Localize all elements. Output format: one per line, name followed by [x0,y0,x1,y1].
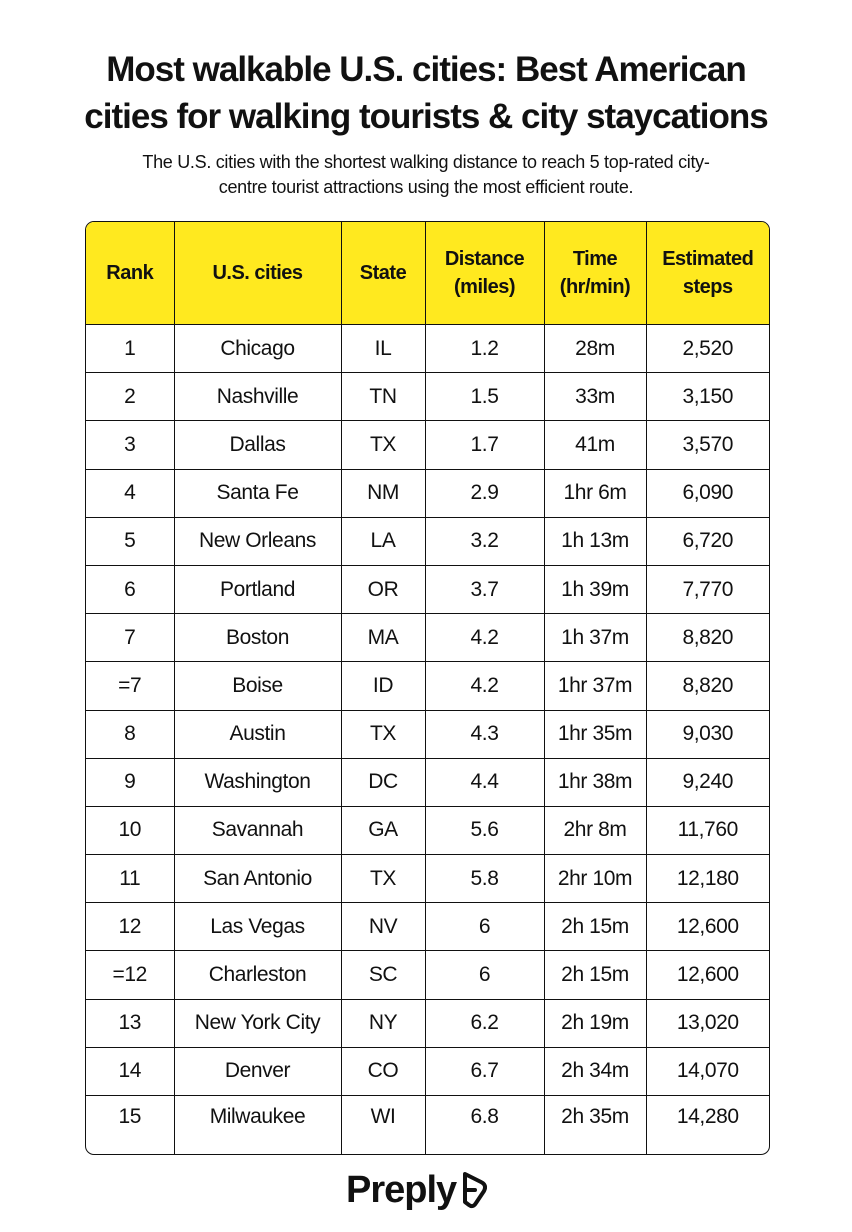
table-cell: 7,770 [646,565,769,613]
table-cell: 6.2 [425,999,544,1047]
table-cell: 3.2 [425,517,544,565]
table-cell: 6.7 [425,1047,544,1095]
table-cell: 1h 39m [544,565,646,613]
column-header-line: State [359,262,407,284]
table-row [86,855,769,903]
table-cell: 2h 15m [544,951,646,999]
table-cell: 2hr 10m [544,855,646,903]
table-cell: WI [341,1096,425,1156]
table-cell: New York City [174,999,341,1047]
table-cell: New Orleans [174,517,341,565]
table-cell: 6,720 [646,517,769,565]
table-cell: 1hr 6m [544,469,646,517]
table-row [86,951,769,999]
table-cell: TN [341,373,425,421]
table-row [86,1096,769,1156]
table-cell: SC [341,951,425,999]
table-cell: Boston [174,614,341,662]
table-cell: 5.8 [425,855,544,903]
column-header-line: (miles) [454,276,515,298]
preply-logo [346,1166,490,1214]
column-header-line: Estimated [662,248,754,270]
table-cell: 4.3 [425,710,544,758]
column-header [341,222,425,325]
table-cell: Washington [174,758,341,806]
table-cell: 13,020 [646,999,769,1047]
table-cell: 12,600 [646,903,769,951]
table-row [86,421,769,469]
table-cell: 2h 34m [544,1047,646,1095]
table-cell: 1.2 [425,325,544,373]
preply-mark-icon [460,1170,490,1210]
table-cell: 6,090 [646,469,769,517]
table-cell: 6.8 [425,1096,544,1156]
column-header-line: Time [572,248,618,270]
table-cell: 41m [544,421,646,469]
title-line-2: cities for walking tourists & city staycations [84,97,768,136]
table-cell: 10 [86,806,174,854]
table-cell: NY [341,999,425,1047]
table-cell: 33m [544,373,646,421]
table-cell: Charleston [174,951,341,999]
table-cell: 14 [86,1047,174,1095]
column-header [425,222,544,325]
table-row [86,614,769,662]
table-cell: 2,520 [646,325,769,373]
table-cell: 11 [86,855,174,903]
table-cell: DC [341,758,425,806]
table-cell: NV [341,903,425,951]
column-header-line: Rank [106,262,154,284]
table-cell: TX [341,710,425,758]
table-cell: 3.7 [425,565,544,613]
table-cell: 2hr 8m [544,806,646,854]
table-row [86,325,769,373]
table-header-row [86,222,769,325]
logo-text: Preply [346,1168,457,1211]
table-cell: 2.9 [425,469,544,517]
table-row [86,710,769,758]
table-cell: TX [341,421,425,469]
table-row [86,806,769,854]
table-cell: 5.6 [425,806,544,854]
table-cell: 1.7 [425,421,544,469]
table-cell: Boise [174,662,341,710]
table-cell: =7 [86,662,174,710]
column-header-line: U.S. cities [212,262,303,284]
table-cell: 1.5 [425,373,544,421]
table-cell: Santa Fe [174,469,341,517]
table-row [86,517,769,565]
table-cell: 6 [86,565,174,613]
table-cell: 13 [86,999,174,1047]
table-cell: Milwaukee [174,1096,341,1156]
column-header-line: (hr/min) [559,276,631,298]
table-row [86,758,769,806]
table-cell: 1h 13m [544,517,646,565]
table-row [86,469,769,517]
table-cell: Chicago [174,325,341,373]
table-row [86,565,769,613]
table-body [86,325,769,1156]
table-cell: 6 [425,903,544,951]
table-cell: Portland [174,565,341,613]
table-cell: 4.4 [425,758,544,806]
table-cell: MA [341,614,425,662]
table-cell: 3 [86,421,174,469]
column-header [646,222,769,325]
table-cell: 2h 15m [544,903,646,951]
subtitle-line-1: The U.S. cities with the shortest walking distance to reach 5 top-rated city- [142,152,710,172]
table-cell: 9,240 [646,758,769,806]
table-row [86,662,769,710]
table-cell: Las Vegas [174,903,341,951]
title-line-1: Most walkable U.S. cities: Best American [106,50,746,89]
column-header [86,222,174,325]
table-cell: 2 [86,373,174,421]
table-cell: Dallas [174,421,341,469]
table-cell: 2h 19m [544,999,646,1047]
table-cell: Savannah [174,806,341,854]
table-cell: Denver [174,1047,341,1095]
table-cell: 4 [86,469,174,517]
table-cell: LA [341,517,425,565]
table-cell: ID [341,662,425,710]
page-subtitle [76,150,776,200]
table-cell: 1 [86,325,174,373]
table-cell: 4.2 [425,614,544,662]
table-row [86,999,769,1047]
table-cell: 8,820 [646,662,769,710]
table-cell: San Antonio [174,855,341,903]
table-cell: 8 [86,710,174,758]
subtitle-line-2: centre tourist attractions using the most efficient route. [218,177,634,197]
table-cell: 11,760 [646,806,769,854]
table-cell: 1h 37m [544,614,646,662]
table-cell: NM [341,469,425,517]
table-cell: Nashville [174,373,341,421]
table-cell: 14,070 [646,1047,769,1095]
table-cell: IL [341,325,425,373]
table-cell: Austin [174,710,341,758]
column-header-line: Distance [444,248,525,270]
walkable-cities-table [85,221,770,1155]
table-cell: 1hr 37m [544,662,646,710]
table-cell: 3,570 [646,421,769,469]
page-title [0,46,852,140]
table-cell: CO [341,1047,425,1095]
table-cell: 3,150 [646,373,769,421]
column-header [174,222,341,325]
table-cell: TX [341,855,425,903]
table-cell: 6 [425,951,544,999]
table-cell: 12,180 [646,855,769,903]
table-cell: 1hr 38m [544,758,646,806]
table-cell: =12 [86,951,174,999]
table-cell: GA [341,806,425,854]
table-cell: OR [341,565,425,613]
table-cell: 4.2 [425,662,544,710]
table-cell: 12 [86,903,174,951]
table-cell: 9,030 [646,710,769,758]
table-cell: 14,280 [676,1105,739,1128]
table-cell: 7 [86,614,174,662]
column-header [544,222,646,325]
table-cell: 2h 35m [544,1096,646,1156]
table-cell: 1hr 35m [544,710,646,758]
table-cell: 5 [86,517,174,565]
table-row [86,1047,769,1095]
table-cell: 8,820 [646,614,769,662]
table-cell: 12,600 [646,951,769,999]
table-cell: 28m [544,325,646,373]
table-cell: 9 [86,758,174,806]
table-cell: 15 [86,1096,174,1156]
column-header-line: steps [682,276,733,298]
table-row [86,373,769,421]
table-row [86,903,769,951]
